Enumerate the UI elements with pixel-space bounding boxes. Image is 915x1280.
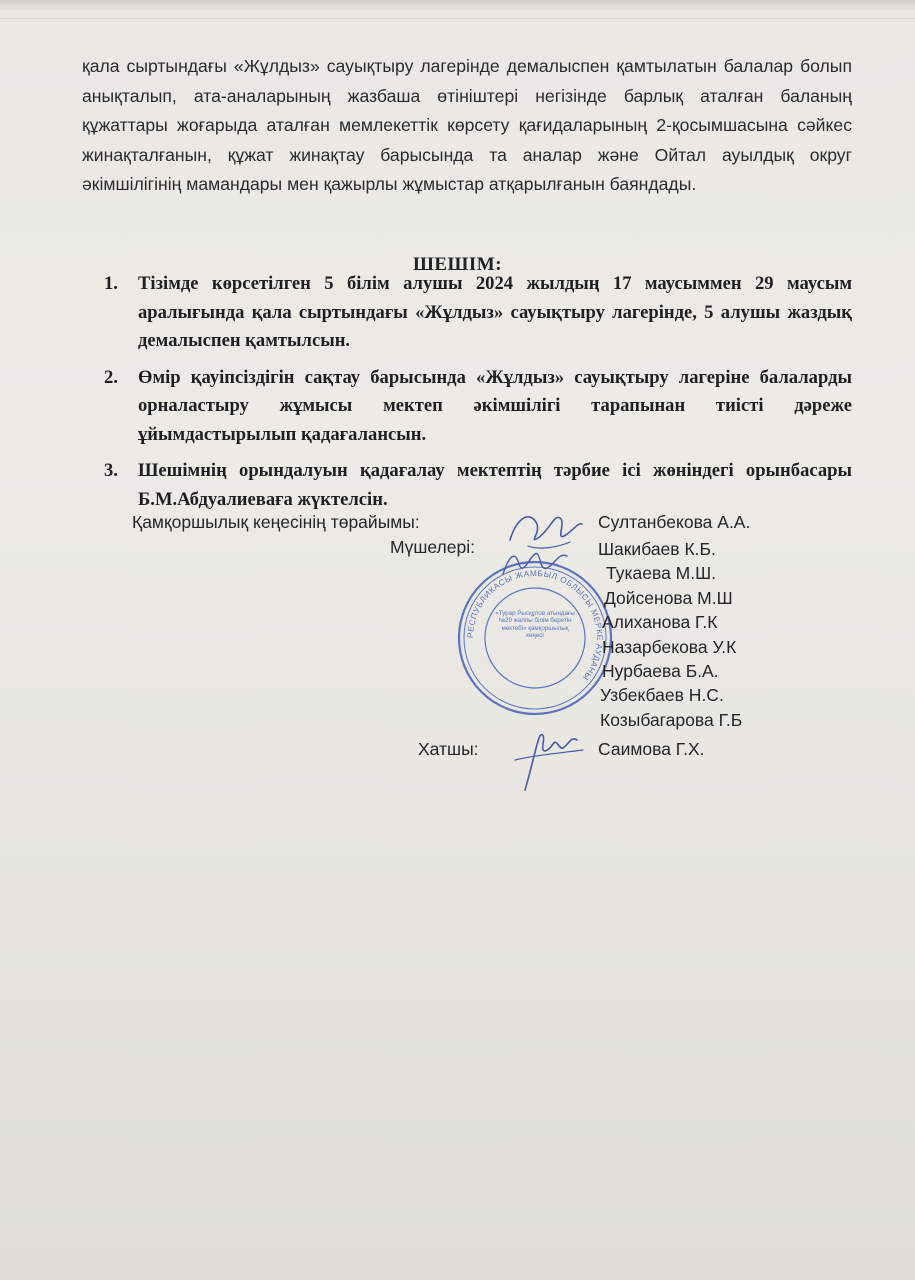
decision-text: Шешімнің орындалуын қадағалау мектептің тәрбие ісі жөніндегі орынбасары Б.М.Абдуалиеваға жүктелсін. (138, 460, 852, 510)
member-name: Шакибаев К.Б. (598, 539, 716, 559)
member-name: Алиханова Г.К (602, 612, 718, 633)
decision-text: Өмір қауіпсіздігін сақтау барысында «Жұлдыз» сауықтыру лагеріне балаларды орналастыру жұмысы мектеп әкімшілігі тарапынан тиісті дәреже ұйымдастырылып қадағалансын. (138, 366, 852, 445)
member-name: Нурбаева Б.А. (602, 661, 719, 682)
member-name: Узбекбаев Н.С. (600, 685, 724, 706)
members-label: Мүшелері: (390, 537, 475, 557)
intro-paragraph: қала сыртындағы «Жұлдыз» сауықтыру лагерінде демалыспен қамтылатын балалар болып анықталып, ата-аналарының жазбаша өтініштері негізінде барлық аталған баланың құжаттары жоғарыда аталған мемлекеттік көрсету қағидаларының 2-қосымшасына сәйкес жинақталғанын, құжат жинақтау барысында та аналар және Ойтал ауылдық округ әкімшілігінің мамандары мен қажырлы жұмыстар атқарылғанын баяндады. (82, 56, 852, 194)
members-list (598, 537, 742, 732)
stamp-ring-text: РЕСПУБЛИКАСЫ ЖАМБЫЛ ОБЛЫСЫ МЕРКЕ АУДАНЫ (465, 568, 605, 683)
decision-number: 2. (104, 366, 118, 388)
member-name: Козыбагарова Г.Б (600, 709, 743, 730)
secretary-label: Хатшы: (418, 739, 479, 759)
stamp-center-text: «Турар Рысқұлов атындағы №20 жалпы білім беретін мектебі» қамқоршылық кеңесі (495, 610, 575, 640)
member-signature (495, 538, 575, 588)
decision-text: Тізімде көрсетілген 5 білім алушы 2024 жылдың 17 маусыммен 29 маусым аралығында қала сыртындағы «Жұлдыз» сауықтыру лагерінде, 5 алушы жаздық демалыспен қамтылсын. (138, 273, 852, 351)
secretary-name: Саимова Г.Х. (598, 739, 705, 759)
decision-heading: ШЕШІМ: (412, 254, 503, 275)
chair-label: Қамқоршылық кеңесінің төрайымы: (132, 512, 420, 532)
chair-name: Султанбекова А.А. (598, 512, 751, 532)
decision-number: 1. (104, 273, 118, 294)
member-name: Назарбекова У.К (602, 636, 737, 657)
member-name: Тукаева М.Ш. (606, 563, 716, 584)
decision-number: 3. (104, 460, 118, 481)
secretary-signature (505, 720, 595, 800)
member-name: Дойсенова М.Ш (604, 587, 733, 608)
